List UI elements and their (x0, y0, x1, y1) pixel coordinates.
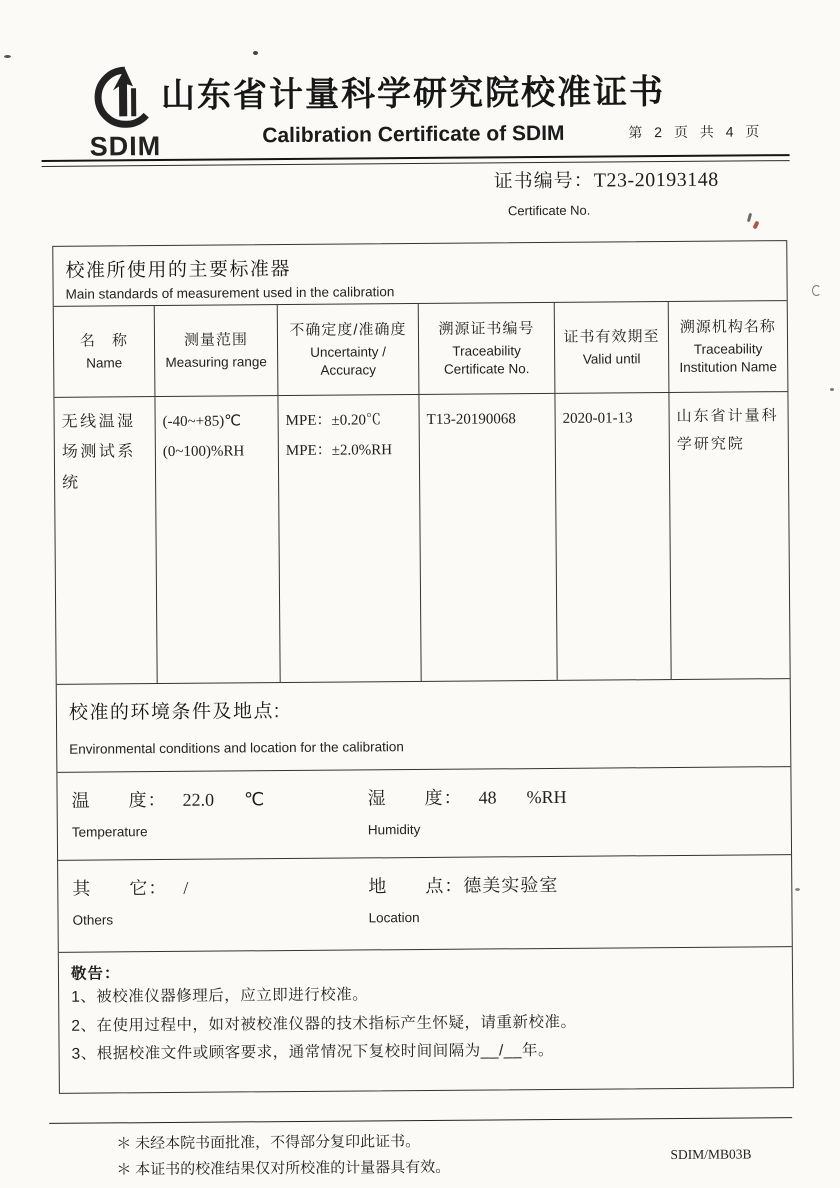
col-range-en: Measuring range (165, 353, 267, 370)
scan-speck (4, 55, 11, 58)
standards-section-header (53, 241, 786, 307)
humidity-unit: %RH (526, 786, 567, 808)
col-uncertainty-zh: 不确定度/准确度 (289, 321, 407, 339)
standards-title-zh: 校准所使用的主要标准器 (65, 259, 292, 282)
location-field (368, 871, 558, 925)
certificate-number-value: T23-20193148 (593, 168, 719, 192)
col-header-range (155, 305, 279, 396)
mpe-humidity: MPE：±2.0%RH (285, 442, 393, 460)
notice-item-3: 3、根据校准文件或顾客要求，通常情况下复校时间间隔为__/__年。 (71, 1042, 555, 1064)
col-header-uncertainty (278, 304, 420, 395)
temperature-field (72, 785, 265, 840)
environment-title-en: Environmental conditions and location for the calibration (69, 739, 404, 757)
environment-section-header (57, 679, 791, 773)
range-humidity: (0~100)%RH (162, 443, 245, 461)
cell-uncertainty (278, 395, 421, 682)
cell-standard-name: 无线温湿场测试系统 (54, 397, 157, 684)
humidity-label-zh: 湿 度： (367, 787, 463, 809)
footer-note-2: ＊ 本证书的校准结果仅对所校准的计量器具有效。 (116, 1160, 451, 1179)
col-header-trace-cert (419, 303, 556, 394)
notice-title: 敬告： (70, 965, 121, 983)
footer-notes (116, 1129, 450, 1184)
scan-speck (830, 388, 834, 391)
cell-measuring-range (155, 396, 280, 683)
col-institution-zh: 溯源机构名称 (679, 318, 776, 336)
cell-trace-cert-no: T13-20190068 (419, 394, 557, 681)
cell-valid-until: 2020-01-13 (555, 393, 671, 680)
page-title-zh: 山东省计量科学研究院校准证书 (160, 73, 666, 116)
col-range-zh: 测量范围 (183, 331, 249, 349)
footer-note-1: ＊ 未经本院书面批准，不得部分复印此证书。 (116, 1134, 421, 1153)
col-valid-zh: 证书有效期至 (563, 328, 660, 346)
footer-divider (49, 1117, 792, 1124)
col-name-zh: 名 称 (79, 332, 129, 350)
humidity-value: 48 (478, 787, 497, 808)
certificate-number-label-en: Certificate No. (507, 202, 591, 219)
location-label-en: Location (368, 910, 420, 926)
others-label-en: Others (72, 912, 114, 928)
temp-humidity-row (57, 767, 791, 861)
page-number: 第 2 页 共 4 页 (628, 123, 764, 141)
humidity-label-en: Humidity (367, 822, 421, 838)
mpe-temperature: MPE：±0.20℃ (285, 412, 382, 430)
others-value: / (183, 877, 189, 898)
standards-table-header (54, 301, 788, 398)
humidity-field (367, 783, 566, 838)
standards-table-row (54, 392, 789, 685)
col-uncertainty-en: Uncertainty / Accuracy (310, 343, 387, 378)
notice-section (59, 947, 793, 1093)
temperature-label-en: Temperature (71, 824, 148, 840)
temperature-label-zh: 温 度： (71, 789, 167, 811)
notice-item-1: 1、被校准仪器修理后，应立即进行校准。 (71, 986, 369, 1006)
environment-title-zh: 校准的环境条件及地点: (68, 701, 281, 724)
form-code: SDIM/MB03B (670, 1146, 752, 1163)
temperature-unit: ℃ (244, 789, 265, 810)
certificate-body-box (52, 240, 794, 1094)
col-valid-en: Valid until (582, 351, 641, 367)
col-name-en: Name (86, 355, 123, 371)
standards-title-en: Main standards of measurement used in the calibration (65, 284, 395, 302)
scan-speck (812, 285, 821, 296)
others-field (72, 874, 188, 928)
sdim-logo-text: SDIM (89, 131, 162, 162)
scan-speck (795, 888, 800, 891)
col-header-institution (669, 301, 788, 392)
col-header-name (54, 306, 156, 397)
notice-item-2: 2、在使用过程中，如对被校准仪器的技术指标产生怀疑，请重新校准。 (71, 1013, 577, 1035)
range-temperature: (-40~+85)℃ (162, 413, 242, 431)
col-header-valid-until (555, 302, 670, 393)
others-location-row (58, 855, 792, 953)
certificate-titles (146, 64, 681, 149)
others-label-zh: 其 它： (72, 877, 168, 899)
certificate-number-label-zh: 证书编号： (493, 170, 594, 193)
temperature-value: 22.0 (182, 789, 215, 810)
col-institution-en: Traceability Institution Name (679, 340, 778, 375)
certificate-number-block (494, 165, 719, 219)
page-title-en: Calibration Certificate of SDIM (262, 121, 565, 148)
col-trace-cert-en: Traceability Certificate No. (443, 342, 530, 377)
cell-institution: 山东省计量科学研究院 (676, 407, 779, 453)
col-trace-cert-zh: 溯源证书编号 (438, 319, 535, 338)
scan-speck (253, 51, 258, 55)
location-label-zh: 地 点： (368, 875, 464, 897)
location-value: 德美实验室 (463, 874, 559, 896)
